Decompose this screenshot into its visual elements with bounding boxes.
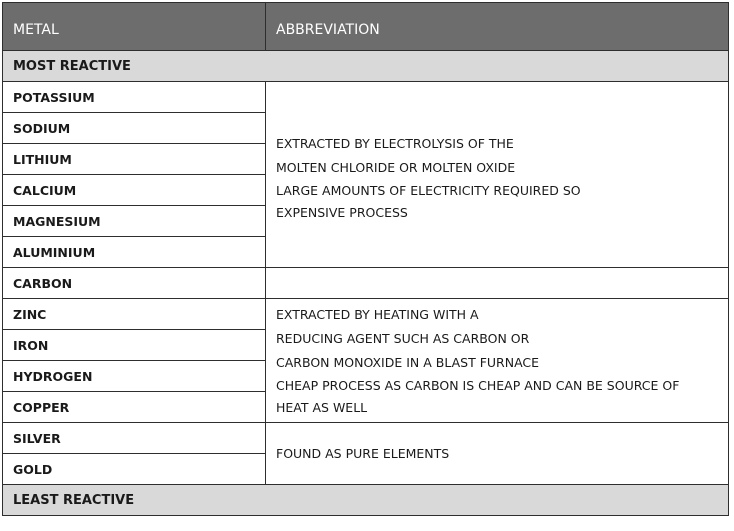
metal-cell: SILVER — [3, 423, 266, 454]
description-line: EXTRACTED BY HEATING WITH A — [276, 306, 479, 322]
metal-cell: CARBON — [3, 268, 266, 299]
least-reactive-row — [3, 485, 729, 516]
least-reactive-label: LEAST REACTIVE — [3, 485, 729, 516]
header-metal: METAL — [3, 3, 266, 51]
description-line: LARGE AMOUNTS OF ELECTRICITY REQUIRED SO EXPENSIVE PROCESS — [276, 182, 581, 220]
metal-cell: HYDROGEN — [3, 361, 266, 392]
carbon-description — [266, 268, 729, 299]
metal-cell: LITHIUM — [3, 144, 266, 175]
reactivity-series-table — [2, 2, 729, 516]
most-reactive-label: MOST REACTIVE — [3, 51, 729, 82]
description-line: CHEAP PROCESS AS CARBON IS CHEAP AND CAN BE SOURCE OF HEAT AS WELL — [276, 377, 680, 415]
most-reactive-row — [3, 51, 729, 82]
header-row — [3, 3, 729, 51]
table-row — [3, 423, 729, 454]
description-line: MOLTEN CHLORIDE OR MOLTEN OXIDE — [276, 159, 516, 175]
electrolysis-description — [266, 82, 729, 268]
table-row — [3, 299, 729, 330]
metal-cell: CALCIUM — [3, 175, 266, 206]
metal-cell: ALUMINIUM — [3, 237, 266, 268]
table-row — [3, 268, 729, 299]
metal-cell: POTASSIUM — [3, 82, 266, 113]
metal-cell: COPPER — [3, 392, 266, 423]
reduction-description — [266, 299, 729, 423]
metal-cell: ZINC — [3, 299, 266, 330]
description-line: REDUCING AGENT SUCH AS CARBON OR — [276, 330, 530, 346]
metal-cell: SODIUM — [3, 113, 266, 144]
header-abbreviation: ABBREVIATION — [266, 3, 729, 51]
metal-cell: GOLD — [3, 454, 266, 485]
description-line: FOUND AS PURE ELEMENTS — [276, 445, 450, 461]
description-line: EXTRACTED BY ELECTROLYSIS OF THE — [276, 135, 514, 151]
description-line: CARBON MONOXIDE IN A BLAST FURNACE — [276, 354, 540, 370]
table-row — [3, 82, 729, 113]
pure-description — [266, 423, 729, 485]
metal-cell: MAGNESIUM — [3, 206, 266, 237]
metal-cell: IRON — [3, 330, 266, 361]
